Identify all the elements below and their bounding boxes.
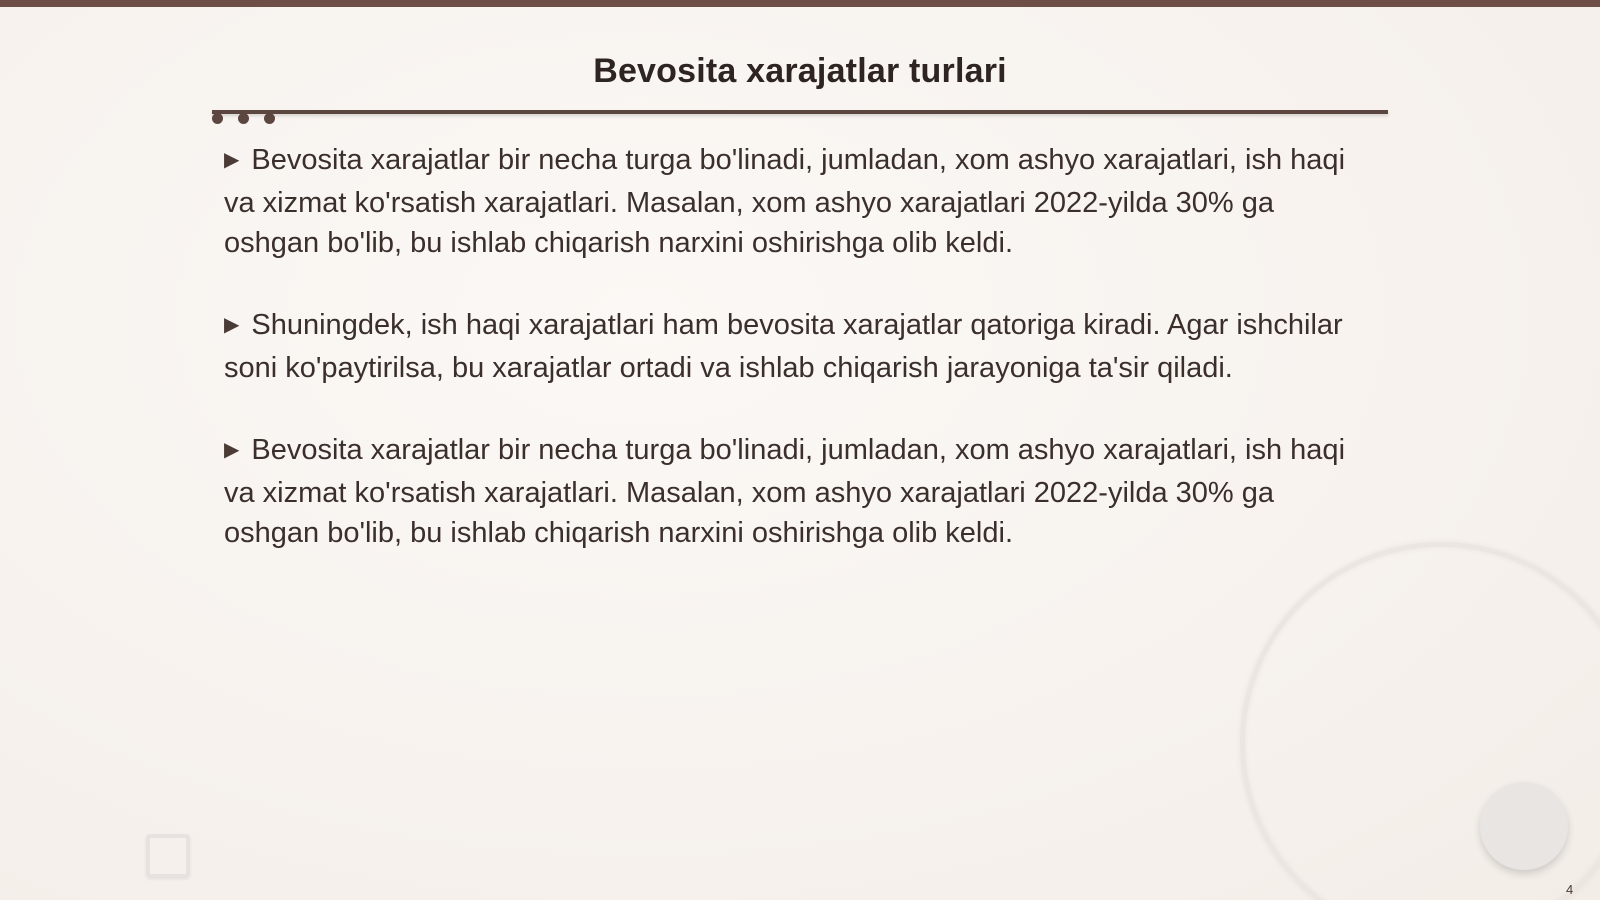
triangle-bullet-icon: ▶: [224, 149, 240, 171]
decorative-circle-icon: [1480, 782, 1568, 870]
decorative-dot-icon: [238, 113, 249, 124]
title-underline: [212, 110, 1388, 114]
bullet-text: Bevosita xarajatlar bir necha turga bo'linadi, jumladan, xom ashyo xarajatlari, ish haqi va xizmat ko'rsatish xarajatlari. Masalan, xom ashyo xarajatlari 2022-yilda 30% ga oshgan bo'lib, bu ishlab chiqarish narxini oshirishga olib keldi.: [224, 144, 1346, 259]
bullet-item: [224, 430, 1354, 553]
bullet-item: [224, 140, 1354, 263]
slide-title: Bevosita xarajatlar turlari: [593, 52, 1007, 90]
triangle-bullet-icon: ▶: [224, 439, 240, 461]
bullet-text: Shuningdek, ish haqi xarajatlari ham bevosita xarajatlar qatoriga kiradi. Agar ishchilar soni ko'paytirilsa, bu xarajatlar ortadi va ishlab chiqarish jarayoniga ta'sir qiladi.: [224, 309, 1343, 384]
decorative-square-icon: [146, 834, 190, 878]
bullet-list: [224, 140, 1354, 595]
page-number: 4: [1566, 882, 1574, 897]
triangle-bullet-icon: ▶: [224, 314, 240, 336]
decorative-dot-icon: [212, 113, 223, 124]
top-accent-bar: [0, 0, 1600, 7]
decorative-dot-icon: [264, 113, 275, 124]
bullet-text: Bevosita xarajatlar bir necha turga bo'linadi, jumladan, xom ashyo xarajatlari, ish haqi va xizmat ko'rsatish xarajatlari. Masalan, xom ashyo xarajatlari 2022-yilda 30% ga oshgan bo'lib, bu ishlab chiqarish narxini oshirishga olib keldi.: [224, 434, 1346, 549]
bullet-item: [224, 305, 1354, 388]
